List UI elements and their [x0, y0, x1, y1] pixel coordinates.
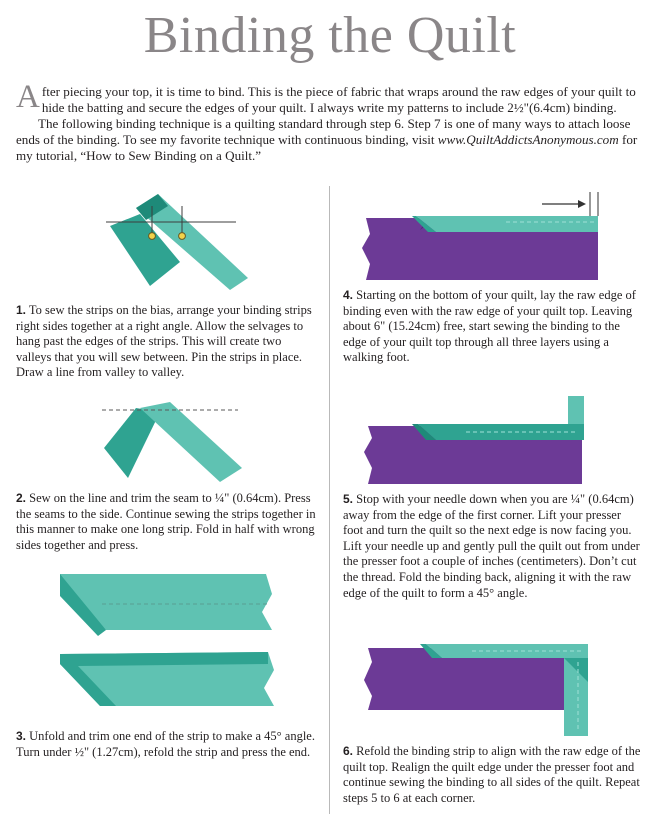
step-4-text [343, 288, 643, 366]
step-3-text [16, 729, 316, 760]
step-5-body: Stop with your needle down when you are ¼" (0.64cm) away from the edge of the first corner. Lift your presser foot and turn the quilt so the next edge is now facing you. Lift your needle up and gently pull the quilt out from under the presser foot a couple of inches (centimeters). Don’t cut the thread. Fold the binding back, aligning it with the raw edge of the quilt to form a 45° angle. [343, 492, 640, 600]
step-6-illustration [356, 626, 636, 738]
page-title: Binding the Quilt [143, 7, 517, 64]
step-5-number: 5. [343, 492, 354, 506]
arrow-head [578, 200, 586, 208]
step-2-illustration [96, 398, 246, 488]
step-3-illustration [56, 566, 278, 716]
binding-strip-shape [416, 216, 598, 232]
step-5-illustration [356, 396, 636, 490]
step-1-text [16, 303, 316, 381]
drop-cap: A [16, 79, 40, 115]
step-4-illustration [356, 184, 636, 284]
step-6-number: 6. [343, 744, 354, 758]
step-3-number: 3. [16, 729, 27, 743]
step-1-body: To sew the strips on the bias, arrange your binding strips right sides together at a right angle. Allow the selvages to hang past the edges of the strips. This will create two valleys that you will sew between. Pin the strips in place. Draw a line from valley to valley. [16, 303, 312, 380]
step-4-body: Starting on the bottom of your quilt, lay the raw edge of binding even with the raw edge of your quilt top. Leaving about 6" (15.24cm) free, start sewing the binding to the edge of your quilt top through all three layers using a walking foot. [343, 288, 636, 365]
step-2-body: Sew on the line and trim the seam to ¼" (0.64cm). Press the seams to the side. Continue sewing the strips together in this manner to make one long strip. Fold in half with wrong sides together and press. [16, 491, 316, 552]
step-1-number: 1. [16, 303, 27, 317]
intro-paragraph-1: fter piecing your top, it is time to bind. This is the piece of fabric that wraps around the raw edges of your quilt to hide the batting and secure the edges of your quilt. I always write my patterns to include 2½"(6.4cm) binding. [41, 84, 636, 115]
website-link[interactable]: www.QuiltAddictsAnonymous.com [437, 132, 619, 147]
step-5-text [343, 492, 643, 601]
intro-text [16, 79, 646, 164]
pin-icon [149, 233, 156, 240]
step-2-text [16, 491, 316, 553]
step-2-number: 2. [16, 491, 27, 505]
step-4-number: 4. [343, 288, 354, 302]
column-divider [329, 186, 330, 814]
intro-paragraph-2-end: for my tutorial, “How to Sew Binding on a Quilt.” [16, 132, 638, 163]
step-6-text [343, 744, 643, 806]
intro-paragraph-2: The following binding technique is a quilting standard through step 6. Step 7 is one of many ways to attach loose ends of the binding. To see my favorite technique with continuous binding, visit [16, 116, 631, 147]
step-3-body: Unfold and trim one end of the strip to make a 45° angle. Turn under ½" (1.27cm), refold the strip and press the end. [16, 729, 315, 759]
step-6-body: Refold the binding strip to align with the raw edge of the quilt top. Realign the quilt edge under the presser foot and continue sewing the binding to all sides of the quilt. Repeat steps 5 to 6 at each corner. [343, 744, 641, 805]
step-1-illustration [96, 190, 256, 290]
strip-right-shape [140, 402, 242, 482]
pin-icon [179, 233, 186, 240]
